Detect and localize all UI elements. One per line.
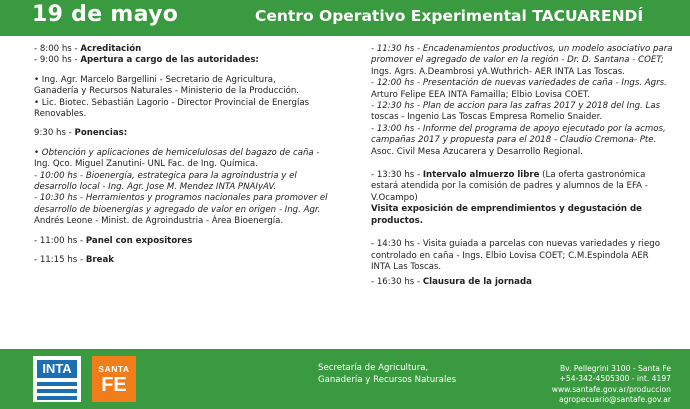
talk-line: campañas 2017 y propuesta para el 2018 - Claudio Cremona- Pte. <box>371 135 657 146</box>
program-item: - 13:30 hs - Intervalo almuerzo libre (La oferta gastronómica <box>371 170 646 181</box>
talk-line: • Obtención y aplicaciones de hemicelulosas del bagazo de caña - <box>34 147 320 158</box>
website-link[interactable]: www.santafe.gov.ar/produccion <box>551 384 671 394</box>
item-time: - 8:00 hs - <box>34 44 81 54</box>
secretaria-text: Secretaría de Agricultura, Ganadería y Recursos Naturales <box>318 363 457 385</box>
item-time: - 9:00 hs - <box>34 55 81 66</box>
speaker-line: • Ing. Agr. Marcelo Bargellini - Secretario de Agricultura, <box>34 74 276 85</box>
header-banner <box>0 0 690 36</box>
talk-line: estará atendida por la comisión de padres y alumnos de la EFA - <box>371 181 648 192</box>
talk-line: - 10:00 hs - Bioenergía, estrategica para la agroindustria y el <box>34 170 297 181</box>
program-item <box>34 236 334 247</box>
talk-line: desarrollo de bioenergías y agregado de valor en origen - Ing. Agr. <box>34 204 321 215</box>
speaker-line: Ganadería y Recursos Naturales - Ministerio de la Producción. <box>34 86 300 97</box>
talk-line: Arturo Felipe EEA INTA Famailla; Elbio Lovisa COET. <box>371 89 590 100</box>
talk-line: Ing. Qco. Miguel Zanutini- UNL Fac. de Ing. Química. <box>34 159 258 170</box>
talk-line: - 12:00 hs - Presentación de nuevas variedades de caña - Ings. Agrs. <box>371 78 667 89</box>
speaker-line: • Lic. Biotec. Sebastián Lagorio - Director Provincial de Energías <box>34 97 310 108</box>
program-item: Visita exposición de emprendimientos y degustación de <box>371 204 643 215</box>
talk-line: - 12:30 hs - Plan de accion para las zafras 2017 y 2018 del Ing. Las <box>371 101 661 112</box>
talk-line: - 14:30 hs - Visita guiada a parcelas con nuevas variedades y riego <box>371 239 660 250</box>
program-item <box>34 55 334 66</box>
contact-info <box>552 364 671 406</box>
item-title: Intervalo almuerzo libre <box>422 170 540 181</box>
footer-banner <box>0 349 690 409</box>
item-time: 9:30 hs - <box>34 128 75 139</box>
item-time: - 16:30 hs - <box>371 277 423 288</box>
talk-line: toscas - Ingenio Las Toscas Empresa Romelio Snaider. <box>371 112 603 123</box>
talk-line: Andrés Leone - Minist. de Agroindustria - Área Bioenergía. <box>34 216 284 227</box>
santa-fe-logo: SANTA FE <box>92 356 136 402</box>
email-link[interactable]: agropecuario@santafe.gov.ar <box>558 395 671 405</box>
inta-logo: INTA <box>33 356 81 402</box>
item-title: Break <box>85 255 114 266</box>
program-item <box>34 128 334 139</box>
item-title: Apertura a cargo de las autoridades: <box>80 55 259 66</box>
item-time: - 11:00 hs - <box>34 235 86 246</box>
talk-line: - 11:30 hs - Encadenamientos productivos, un modelo asociativo para <box>371 44 673 54</box>
talk-line: desarrollo local - Ing. Agr. Jose M. Mendez INTA PNAIyAV. <box>34 182 277 193</box>
item-time: - 11:15 hs - <box>34 255 86 266</box>
program-item <box>34 44 334 55</box>
item-title: Panel con expositores <box>85 235 193 246</box>
item-title: Ponencias: <box>74 128 128 139</box>
talk-line: - 13:00 hs - Informe del programa de apoyo ejecutado por la acmos, <box>371 123 666 134</box>
item-title: Clausura de la jornada <box>422 277 532 288</box>
talk-line: V.Ocampo) <box>371 192 418 203</box>
program-item: productos. <box>371 215 424 226</box>
talk-line: Ings. Agrs. A.Deambrosi yA.Wuthrich- AER INTA Las Toscas. <box>371 66 625 77</box>
phone: +54-342-4505300 - int. 4197 <box>559 374 671 384</box>
talk-line: controlado en caña - Ings. Elbio Lovisa COET; C.M.Espindola AER <box>371 250 649 261</box>
talk-line: - 10:30 hs - Herramientos y programos nacionales para promover el <box>34 193 328 204</box>
event-venue: Centro Operativo Experimental TACUARENDÍ <box>255 7 644 25</box>
program-item <box>371 277 681 288</box>
program-right-column <box>371 44 681 289</box>
item-title: Acreditación <box>80 44 142 54</box>
program-item <box>34 255 334 266</box>
event-date: 19 de mayo <box>32 2 179 27</box>
talk-line: promover el agregado de valor en la región - Dr. D. Santana - COET; <box>371 55 664 66</box>
program-left-column <box>34 44 334 267</box>
speaker-line: Renovables. <box>34 109 87 120</box>
item-time: - 13:30 hs - <box>371 170 423 181</box>
talk-line: Asoc. Civil Mesa Azucarera y Desarrollo Regional. <box>371 146 583 157</box>
talk-line: INTA Las Toscas. <box>371 261 442 272</box>
address: Bv. Pellegrini 3100 - Santa Fe <box>559 364 671 373</box>
